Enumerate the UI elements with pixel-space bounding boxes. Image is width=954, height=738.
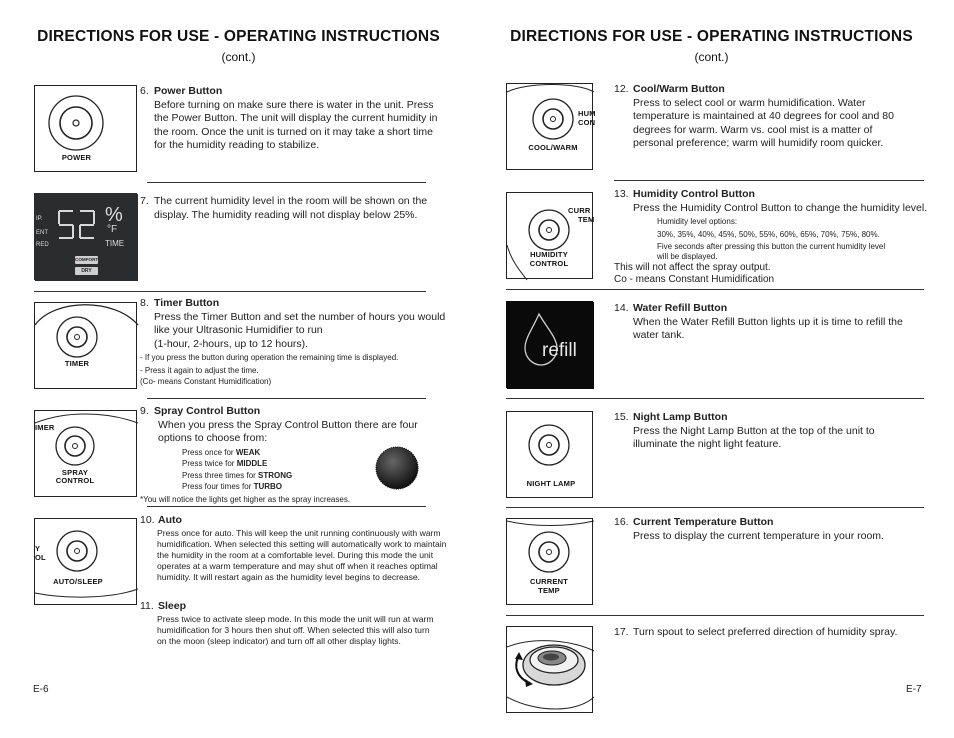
divider	[147, 182, 426, 183]
humidity-label-2: CONTROL	[529, 259, 569, 268]
item-body: Press the Humidity Control Button to change the humidity level.	[633, 201, 928, 214]
item-number: 16.	[614, 516, 629, 528]
item-number: 6.	[140, 85, 149, 97]
spray-option-1: Press once for WEAK	[182, 447, 261, 457]
right-page	[477, 0, 954, 738]
current-temp-image	[506, 518, 593, 605]
item-body-2: (1-hour, 2-hours, up to 12 hours).	[154, 337, 309, 350]
spray-dial-icon	[374, 445, 420, 491]
spray-label-1: SPRAY	[61, 468, 89, 477]
divider	[147, 506, 426, 507]
item-number: 8.	[140, 297, 149, 309]
spray-label-2: CONTROL	[55, 476, 95, 485]
item-sleep	[140, 600, 440, 647]
night-lamp-image	[506, 411, 593, 498]
item-power-button	[140, 85, 440, 153]
lcd-time: TIME	[105, 239, 125, 248]
item-number: 13.	[614, 188, 629, 200]
item-heading: Timer Button	[154, 297, 220, 309]
item-heading: Auto	[158, 514, 182, 526]
item-number: 14.	[614, 302, 629, 314]
auto-side-1: Y	[35, 544, 41, 553]
item-heading: Sleep	[158, 600, 187, 612]
humidity-options: 30%, 35%, 40%, 45%, 50%, 55%, 60%, 65%, 70%, 75%, 80%.	[657, 230, 880, 239]
divider	[147, 398, 426, 399]
spray-option-4: Press four times for TURBO	[182, 482, 283, 492]
auto-sleep-button-icon	[35, 519, 138, 606]
temp-label-2: TEMP	[538, 586, 560, 595]
item-heading: Spray Control Button	[154, 405, 261, 417]
temp-label-1: CURRENT	[529, 577, 569, 586]
lcd-side-2: ENT	[36, 230, 48, 236]
timer-button-icon	[35, 303, 138, 390]
divider	[506, 398, 924, 399]
lcd-percent: %	[105, 204, 123, 226]
humidity-note: Five seconds after pressing this button the current humidity level will be displayed.	[657, 242, 886, 261]
humidity-extra-1: This will not affect the spray output.	[614, 262, 771, 273]
cool-warm-label: COOL/WARM	[528, 143, 578, 152]
item-body: Press once for auto. This will keep the unit running continuously with warm humidification. When selected this setting will automatically work to maintain the humidity in the room at a comfortable level. During this mode the unit operates at a warm temperature and may shut off when it reaches optimal humidity. It will restart again as the humidity level begins to decrease.	[157, 527, 447, 583]
spray-image-top: IMER	[35, 423, 55, 432]
timer-button-image	[34, 302, 137, 389]
item-body: When the Water Refill Button lights up it is time to refill the water tank.	[633, 315, 903, 341]
power-button-image	[34, 85, 137, 172]
coolwarm-side-1: HUM	[578, 109, 596, 118]
divider	[506, 289, 924, 290]
item-body: Press the Timer Button and set the number of hours you would like your Ultrasonic Humidifier to run	[154, 310, 446, 336]
item-humidity-display	[140, 195, 440, 222]
power-label: POWER	[61, 153, 92, 162]
item-body: Before turning on make sure there is water in the unit. Press the Power Button. The unit will display the current humidity in the room. Once the unit is turned on it may take a short time for the humidity reading to stabilize.	[154, 98, 438, 151]
item-note: - Press it again to adjust the time.	[140, 366, 259, 375]
item-heading: Water Refill Button	[633, 302, 728, 314]
item-heading: Power Button	[154, 85, 223, 97]
item-body: Press to display the current temperature in your room.	[633, 529, 884, 542]
spray-option-2: Press twice for MIDDLE	[182, 459, 268, 469]
rotating-spout-icon	[507, 627, 594, 714]
lcd-unit: °F	[107, 224, 118, 235]
humidity-side-1: CURR	[568, 206, 591, 215]
divider	[506, 507, 924, 508]
item-water-refill	[614, 302, 914, 343]
page-number: E-7	[906, 684, 922, 695]
item-auto	[140, 514, 454, 584]
lcd-side-3: RED	[36, 242, 49, 248]
item-note: - If you press the button during operation the remaining time is displayed.	[140, 353, 399, 362]
humidity-options-label: Humidity level options:	[657, 217, 738, 226]
item-timer-button	[140, 297, 450, 387]
lcd-comfort: COMFORT	[75, 257, 99, 262]
auto-sleep-image	[34, 518, 137, 605]
night-lamp-label: NIGHT LAMP	[526, 479, 576, 488]
item-body: When you press the Spray Control Button there are four options to choose from:	[158, 418, 418, 444]
item-number: 7.	[140, 195, 149, 207]
spray-option-3: Press three times for STRONG	[182, 470, 293, 480]
item-night-lamp	[614, 411, 914, 452]
item-note: (Co- means Constant Humidification)	[140, 377, 272, 386]
item-heading: Night Lamp Button	[633, 411, 728, 423]
humidity-display-image	[34, 193, 137, 280]
divider	[34, 291, 426, 292]
page-subtitle: (cont.)	[694, 50, 729, 64]
item-number: 9.	[140, 405, 149, 417]
spray-footnote: *You will notice the lights get higher as the spray increases.	[140, 494, 351, 504]
page-title: DIRECTIONS FOR USE - OPERATING INSTRUCTIONS	[37, 28, 440, 45]
item-current-temp	[614, 516, 914, 543]
timer-label: TIMER	[64, 359, 90, 368]
auto-side-2: OL	[35, 553, 46, 562]
page-subtitle: (cont.)	[221, 50, 256, 64]
coolwarm-side-2: CON	[578, 118, 596, 127]
item-body: Turn spout to select preferred direction of humidity spray.	[633, 626, 898, 638]
item-humidity-control	[614, 188, 932, 286]
item-number: 12.	[614, 83, 629, 95]
item-body: Press to select cool or warm humidification. Water temperature is maintained at 40 degrees for cool and 80 degrees for warm. Warm vs. cool mist is a matter of personal preference; warm will humidify room quicker.	[633, 96, 894, 149]
cool-warm-button-icon	[507, 84, 594, 171]
item-body: Press the Night Lamp Button at the top of the unit to illuminate the night light feature.	[633, 424, 875, 450]
item-number: 15.	[614, 411, 629, 423]
lcd-side-1: IP.	[36, 216, 43, 222]
item-body: Press twice to activate sleep mode. In this mode the unit will run at warm humidification for 3 hours then shut off. When selected this will also turn on the moon (sleep indicator) and turn off all other display lights.	[157, 613, 434, 646]
divider	[614, 180, 924, 181]
auto-sleep-label: AUTO/SLEEP	[53, 577, 103, 586]
lcd-dry: DRY	[81, 268, 92, 274]
page-number: E-6	[33, 684, 49, 695]
item-heading: Humidity Control Button	[633, 188, 755, 200]
item-heading: Cool/Warm Button	[633, 83, 725, 95]
humidity-label-1: HUMIDITY	[530, 250, 568, 259]
item-cool-warm	[614, 83, 914, 151]
humidity-side-2: TEM	[578, 215, 595, 224]
humidity-extra-2: Co - means Constant Humidification	[614, 274, 775, 285]
cool-warm-image	[506, 83, 596, 170]
item-number: 11.	[140, 600, 154, 612]
item-spout	[614, 626, 934, 640]
page-title: DIRECTIONS FOR USE - OPERATING INSTRUCTIONS	[510, 28, 913, 45]
divider	[506, 615, 924, 616]
item-body: The current humidity level in the room will be shown on the display. The humidity reading will not display below 25%.	[154, 195, 428, 221]
spout-image	[506, 626, 593, 713]
spray-control-image	[34, 410, 137, 497]
refill-text: refill	[542, 340, 577, 361]
item-number: 17.	[614, 626, 629, 638]
water-refill-image	[506, 301, 593, 388]
item-heading: Current Temperature Button	[633, 516, 774, 528]
item-number: 10.	[140, 514, 155, 526]
humidity-control-image	[506, 192, 593, 279]
